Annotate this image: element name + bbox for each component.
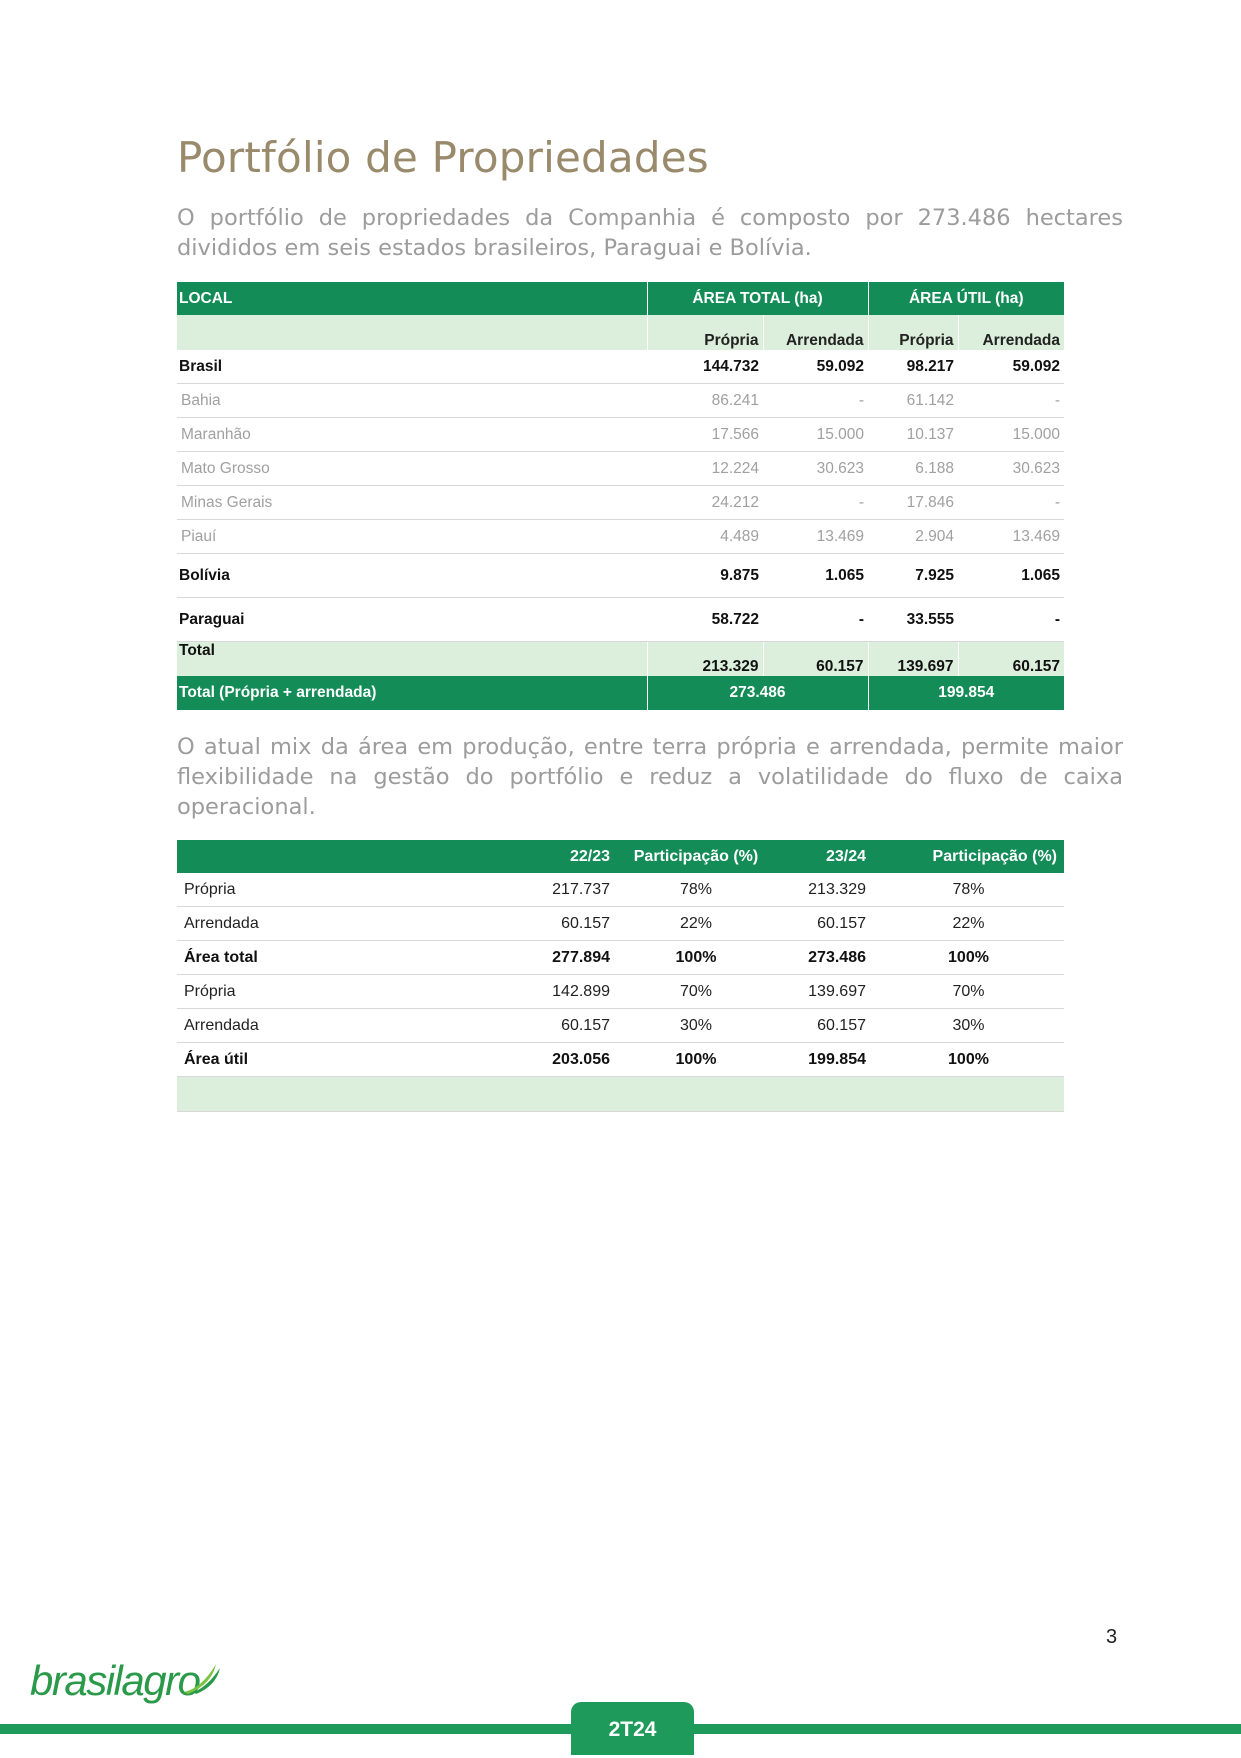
header-area-util: ÁREA ÚTIL (ha) — [868, 282, 1064, 315]
table-row: Bahia 86.241 - 61.142 - — [177, 384, 1064, 418]
table-header-row — [177, 282, 1064, 315]
area-mix-table — [177, 840, 1064, 1112]
header-share-1: Participação (%) — [617, 840, 775, 873]
subheader-propria: Própria — [868, 315, 958, 350]
table-row: Própria 217.737 78% 213.329 78% — [177, 873, 1064, 907]
page-number: 3 — [1106, 1626, 1118, 1648]
table-subheader-row — [177, 315, 1064, 350]
header-area-total: ÁREA TOTAL (ha) — [647, 282, 868, 315]
table-row: Própria 142.899 70% 139.697 70% — [177, 975, 1064, 1009]
brasilagro-logo: brasilagro — [30, 1657, 200, 1704]
table-row: Piauí 4.489 13.469 2.904 13.469 — [177, 520, 1064, 554]
header-year-1: 22/23 — [440, 840, 617, 873]
table-row: Arrendada 60.157 30% 60.157 30% — [177, 1009, 1064, 1043]
total-row: Total 213.329 60.157 139.697 60.157 — [177, 642, 1064, 677]
table-row: Minas Gerais 24.212 - 17.846 - — [177, 486, 1064, 520]
table-row: Arrendada 60.157 22% 60.157 22% — [177, 907, 1064, 941]
table-row: Paraguai 58.722 - 33.555 - — [177, 598, 1064, 642]
mix-paragraph: O atual mix da área em produção, entre terra própria e arrendada, permite maior flexibilidade na gestão do portfólio e reduz a volatilidade do fluxo de caixa operacional. — [177, 734, 1123, 820]
table-footer-row — [177, 1077, 1064, 1112]
logo-swoosh-icon — [182, 1658, 222, 1696]
table-row: Área total 277.894 100% 273.486 100% — [177, 941, 1064, 975]
subheader-arrendada: Arrendada — [763, 315, 868, 350]
grand-total-row: Total (Própria + arrendada) 273.486 199.854 — [177, 676, 1064, 710]
table-row: Mato Grosso 12.224 30.623 6.188 30.623 — [177, 452, 1064, 486]
header-local: LOCAL — [177, 282, 647, 315]
quarter-label: 2T24 — [571, 1702, 694, 1755]
page-title: Portfólio de Propriedades — [177, 133, 709, 182]
subheader-arrendada: Arrendada — [958, 315, 1064, 350]
subheader-propria: Própria — [647, 315, 763, 350]
table-row: Bolívia 9.875 1.065 7.925 1.065 — [177, 554, 1064, 598]
header-share-2: Participação (%) — [873, 840, 1064, 873]
table-row: Maranhão 17.566 15.000 10.137 15.000 — [177, 418, 1064, 452]
table-row: Brasil 144.732 59.092 98.217 59.092 — [177, 350, 1064, 384]
header-year-2: 23/24 — [775, 840, 873, 873]
table-row: Área útil 203.056 100% 199.854 100% — [177, 1043, 1064, 1077]
intro-paragraph: O portfólio de propriedades da Companhia é composto por 273.486 hectares divididos em seis estados brasileiros, Paraguai e Bolívia. — [177, 205, 1123, 261]
table-header-row — [177, 840, 1064, 873]
property-portfolio-table — [177, 282, 1064, 710]
